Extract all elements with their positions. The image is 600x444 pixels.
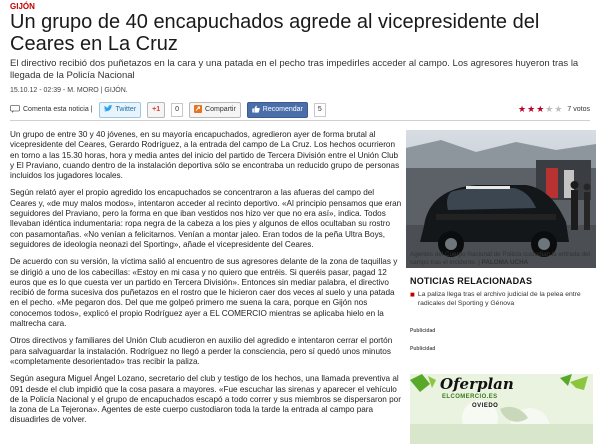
star-4-icon[interactable]: ★ [545, 104, 554, 114]
rating-votes: 7 votos [567, 106, 590, 113]
recommend-count: 5 [314, 103, 326, 117]
bullet-icon: ■ [410, 290, 415, 299]
ad-label: Publicidad [410, 328, 436, 334]
star-3-icon[interactable]: ★ [536, 104, 545, 114]
star-1-icon[interactable]: ★ [518, 104, 527, 114]
comment-link[interactable] [10, 105, 93, 115]
star-2-icon[interactable]: ★ [527, 104, 536, 114]
gplus-icon: +1 [152, 106, 161, 113]
photo-credit: PALOMA UCHA [481, 259, 529, 266]
related-news-link[interactable]: La paliza llega tras el archivo judicial de la pelea entre radicales del Sporting y Génova [417, 291, 581, 307]
article-body [10, 130, 402, 433]
article-paragraph: Un grupo de entre 30 y 40 jóvenes, en su mayoría encapuchados, agredieron ayer de forma brutal al vicepresidente del Ceares, Gerardo Rodríguez, a la entrada del campo de La Cruz. Los hechos ocurrieron en torno a las 15.30 horas, hora y media antes del inicio del partido de Tercera División entre el Unión Club y El Praviano, cuando dentro de la instalación deportiva sólo se encontraba un reducido grupo de personas incluidos los jugadores locales. [10, 130, 400, 181]
photo-caption-text: Agentes del Cuerpo Nacional de Policía custodian la entrada del campo tras el incidente. [410, 251, 590, 266]
star-5-icon[interactable]: ★ [554, 104, 563, 114]
article-paragraph: Otros directivos y familiares del Unión Club acudieron en auxilio del agredido e intentaron cerrar el portón para salvaguardar la instalación. Rodríguez no llegó a perder la consciencia, pero sí quedó unos minutos «completamente desorientado» tras recibir la paliza. [10, 336, 393, 366]
gplus-count: 0 [171, 103, 183, 117]
gplus-button[interactable] [147, 102, 165, 118]
article-paragraph: De acuerdo con su versión, la víctima salió al encuentro de sus agresores delante de la zona de taquillas y se dirigió a uno de los cabecillas: «Estoy en mi casa y no quiero que entréis. Si queréis pasar, pagad 12 euros que es lo que cuesta ver un partido en Tercera División». Entonces sin mediar palabra, el directivo recibió de forma sucesiva dos puñetazos en el rostro que le hicieron caer dos veces al suelo y una patada en el pecho. «Me pegaron dos. Del que me golpeó primero me suena la cara, porque en Gijón nos conocemos todos», explicó el propio Rodríguez ayer a EL COMERCIO mientras se aplicaba hielo en la maltrecha cara. [10, 257, 398, 329]
recommend-button[interactable] [247, 102, 308, 118]
caption-separator: | [476, 259, 482, 266]
comment-label: Comenta esta noticia | [23, 106, 93, 113]
ad-label: Publicidad [410, 346, 436, 352]
share-button[interactable] [189, 102, 241, 118]
share-label: Compartir [205, 106, 236, 113]
share-icon [194, 105, 202, 115]
oferplan-ad-banner[interactable] [410, 374, 593, 444]
photo-caption [410, 251, 596, 267]
twitter-button[interactable] [99, 102, 142, 118]
ad-city: OVIEDO [472, 403, 499, 409]
article-paragraph: Según asegura Miguel Ángel Lozano, secretario del club y testigo de los hechos, una llamada preventiva al 091 desde el club impidió que la cosa pasara a mayores. «Fue escuchar las sirenas y aparecer el vehículo de la Policía Nacional y el grupo de encapuchados escapó a todo correr y sus miembros se dispersaron por la zona de La Tejerona». Agentes de este cuerpo custodiaron toda la tarde la entrada al campo para disuadirles de volver. [10, 374, 401, 425]
article-headline: Un grupo de 40 encapuchados agrede al vicepresidente del Ceares en La Cruz [10, 11, 540, 55]
ad-brand-sub: ELCOMERCIO.ES [442, 394, 498, 400]
section-tag[interactable]: GIJÓN [10, 2, 35, 11]
thumbs-up-icon [252, 105, 260, 115]
ad-brand: Oferplan [440, 375, 514, 393]
article-photo[interactable] [406, 130, 596, 268]
related-news-title: NOTICIAS RELACIONADAS [410, 276, 533, 286]
share-toolbar [10, 101, 590, 118]
twitter-bird-icon [104, 105, 113, 114]
twitter-label: Twitter [115, 106, 137, 113]
police-car-photo [406, 130, 596, 268]
article-byline: 15.10.12 - 02:39 - M. MORO | GIJÓN. [10, 87, 128, 94]
article-subtitle: El directivo recibió dos puñetazos en la cara y una patada en el pecho tras impedirles acceder al campo. Los agresores huyeron tras la llegada de la Policía Nacional [10, 58, 579, 81]
comment-icon [10, 105, 20, 115]
article-paragraph: Según relató ayer el propio agredido los encapuchados se concentraron a las afueras del campo del Ceares y, «de muy malos modos», intentaron acceder al recinto deportivo. «Al principio pensamos que eran seguidores del Praviano, pero la forma en que iban vestidos nos hizo ver que no era así», indica. Todos llevaban idéntica indumentaria: ropa negra de la cabeza a los pies y algunos de ellos ocultaban su rostro con pasamontañas. «No venían a felicitarnos. Venían a montar jaleo. Eran todos de la peña Ultra Boys, seguidores de ideología neonazi del Sporting», añade el vicepresidente del Ceares. [10, 188, 402, 249]
recommend-label: Recomendar [262, 106, 303, 113]
header-divider [10, 120, 590, 121]
rating-stars[interactable] [518, 104, 590, 115]
related-news-item[interactable] [410, 291, 596, 308]
